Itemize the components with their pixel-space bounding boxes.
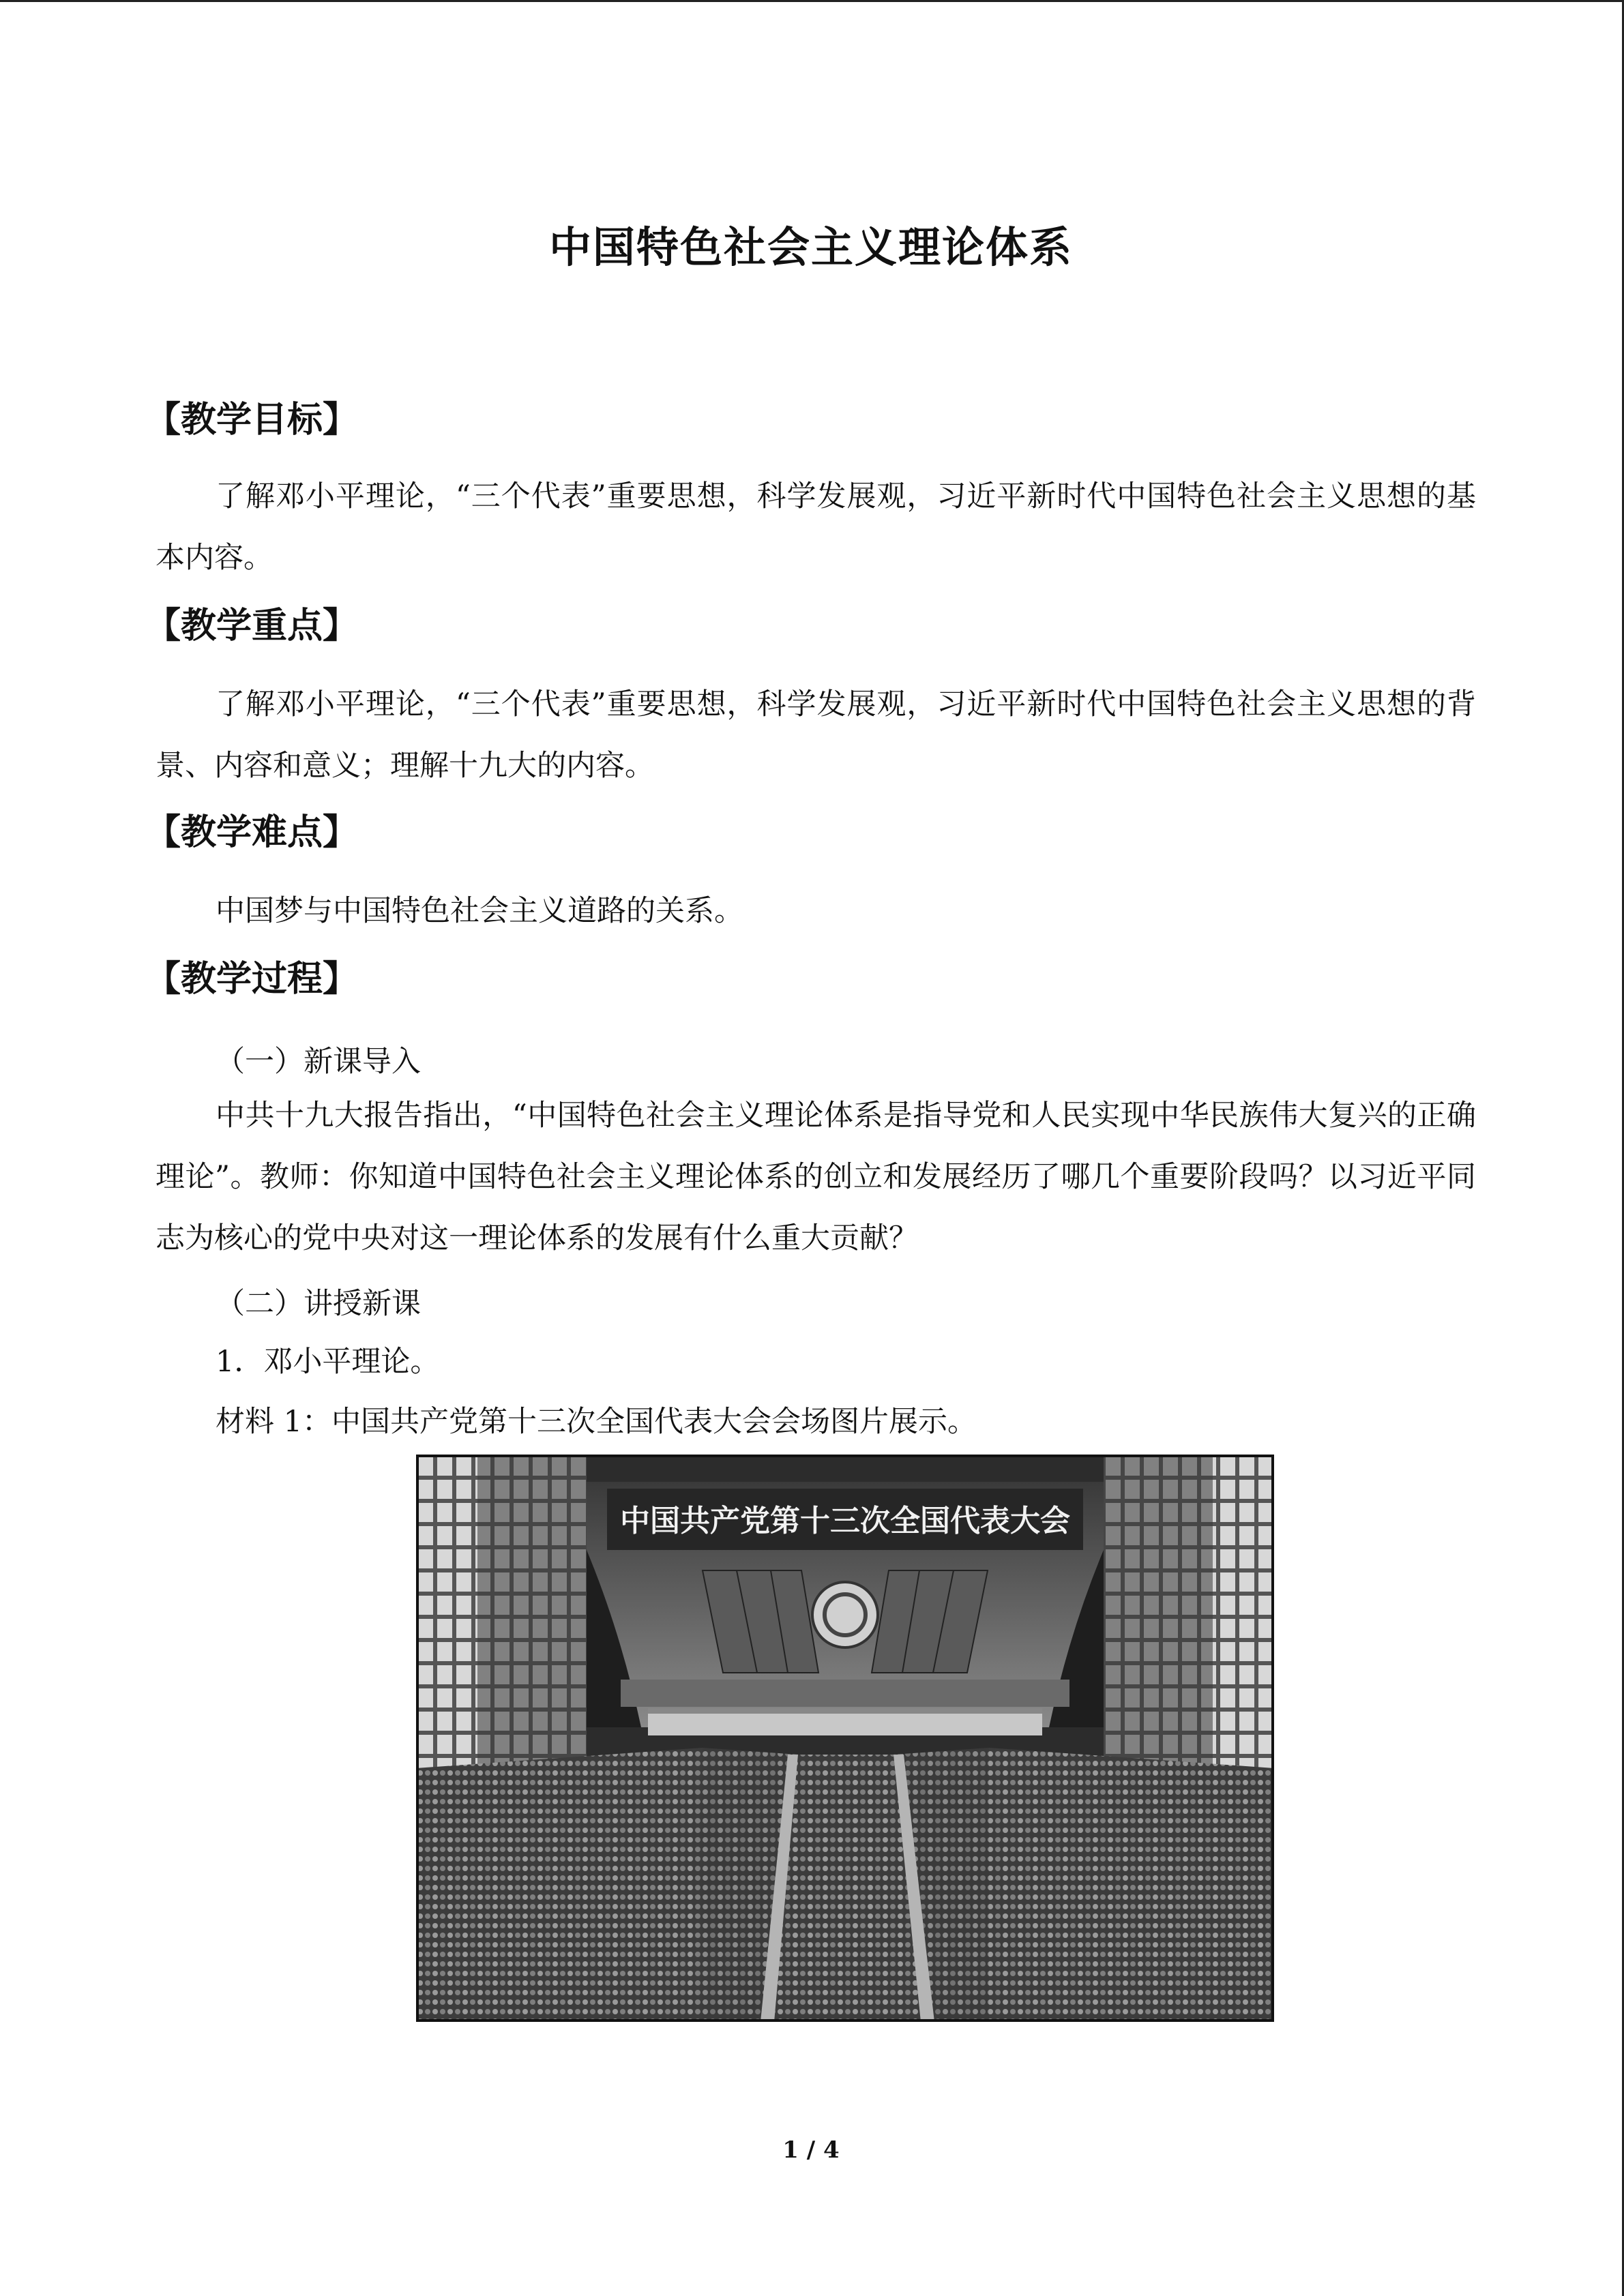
paragraph-teaching-difficulty: 中国梦与中国特色社会主义道路的关系。 bbox=[216, 894, 743, 928]
party-emblem bbox=[812, 1582, 878, 1648]
item-deng-theory: 1．邓小平理论。 bbox=[216, 1345, 440, 1379]
heading-teaching-process: 【教学过程】 bbox=[145, 959, 359, 1000]
audience-left bbox=[416, 1748, 703, 2022]
congress-hall-illustration bbox=[416, 1455, 1274, 2022]
material-1-caption: 材料 1：中国共产党第十三次全国代表大会会场图片展示。 bbox=[216, 1405, 977, 1439]
paragraph-teaching-goal: 了解邓小平理论，“三个代表”重要思想，科学发展观，习近平新时代中国特色社会主义思想的基本内容。 bbox=[156, 479, 1476, 575]
paragraph-teaching-key: 了解邓小平理论，“三个代表”重要思想，科学发展观，习近平新时代中国特色社会主义思想的背景、内容和意义；理解十九大的内容。 bbox=[156, 687, 1476, 783]
page-number: 1 / 4 bbox=[782, 2136, 840, 2164]
document-title: 中国特色社会主义理论体系 bbox=[548, 222, 1073, 272]
heading-teaching-key: 【教学重点】 bbox=[145, 606, 359, 646]
heading-teaching-difficulty: 【教学难点】 bbox=[145, 812, 359, 853]
paragraph-intro: 中共十九大报告指出，“中国特色社会主义理论体系是指导党和人民实现中华民族伟大复兴的正确理论”。教师：你知道中国特色社会主义理论体系的创立和发展经历了哪几个重要阶段吗？以习近平同志为核心的党中央对这一理论体系的发展有什么重大贡献？ bbox=[156, 1099, 1476, 1255]
heading-teaching-goal: 【教学目标】 bbox=[145, 400, 359, 441]
congress-hall-photo bbox=[416, 1455, 1274, 2022]
label-lecture: （二）讲授新课 bbox=[216, 1287, 421, 1321]
left-flags bbox=[703, 1570, 818, 1673]
audience-right bbox=[989, 1748, 1274, 2022]
right-flags bbox=[872, 1570, 988, 1673]
label-intro: （一）新课导入 bbox=[216, 1045, 421, 1079]
banner-text: 中国共产党第十三次全国代表大会 bbox=[620, 1504, 1070, 1538]
